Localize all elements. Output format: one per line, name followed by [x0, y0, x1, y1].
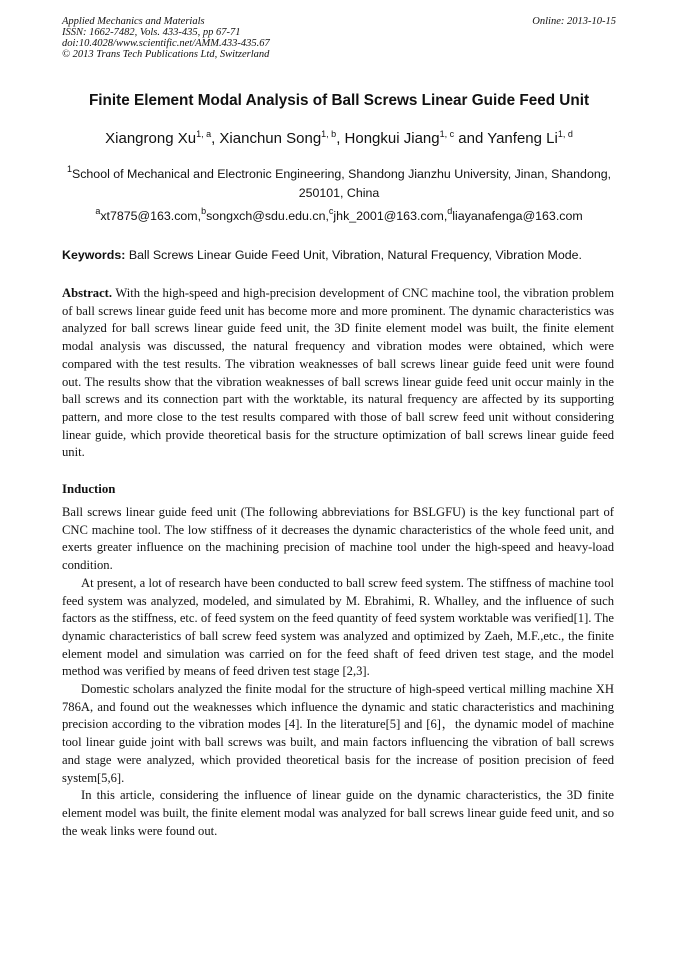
keywords-text: Ball Screws Linear Guide Feed Unit, Vibration, Natural Frequency, Vibration Mode.	[128, 248, 582, 262]
paragraph: In this article, considering the influence of linear guide on the dynamic characteristics, the 3D finite element model was built, the finite element modal was analyzed for ball screws linear guide feed unit, and so the weak links were found out.	[62, 788, 614, 838]
author-name: Hongkui Jiang	[344, 130, 440, 147]
doi-line: doi:10.4028/www.scientific.net/AMM.433-435.67	[62, 38, 270, 49]
author-sup: 1, d	[557, 129, 573, 139]
keywords	[62, 248, 622, 262]
issn-line: ISSN: 1662-7482, Vols. 433-435, pp 67-71	[62, 27, 241, 38]
author-sup: 1, b	[321, 129, 337, 139]
section-heading: Induction	[62, 482, 116, 496]
email-link[interactable]: xt7875@163.com	[100, 209, 198, 223]
body-text	[62, 504, 614, 840]
online-date: Online: 2013-10-15	[532, 16, 616, 27]
author-name: Xianchun Song	[219, 130, 322, 147]
affiliation: $^1$School of Mechanical and Electronic Engineering, Shandong Jianzhu University, Jinan, Shandong, 250101, China	[66, 164, 612, 200]
author-sup: 1, a	[196, 129, 212, 139]
journal-header	[62, 16, 616, 60]
author-name: Yanfeng Li	[487, 130, 558, 147]
email-list: $^a$xt7875@163.com,$^b$songxch@sdu.edu.cn,$^c$jhk_2001@163.com,$^d$liayanafenga@163.com	[95, 206, 583, 223]
abstract-text: With the high-speed and high-precision development of CNC machine tool, the vibration problem of ball screws linear guide feed unit has become more and more prominent. The dynamic characteristics was analyzed for ball screws linear guide feed unit, the 3D finite element model was built, the finite element modal analysis was discussed, the natural frequency and vibration modes were obtained, which were compared with the test results. The vibration weaknesses of ball screws linear guide feed unit were found out. The results show that the vibration weaknesses of ball screws linear guide feed unit occur mainly in the ball screws and its connection part with the worktable, its natural frequency are affected by its supporting pattern, and more close to the test results compared with those of ball screw feed unit without considering linear guide, which provide theoretical basis for the structure optimization of ball screws linear guide feed unit.	[62, 286, 615, 460]
paragraph: At present, a lot of research have been conducted to ball screw feed system. The stiffness of machine tool feed system was analyzed, modeled, and simulated by M. Ebrahimi, R. Whalley, and the influence of such factors as the stiffness, etc. of feed system on the feed quantity of feed system worktable was verified[1]. The dynamic characteristics of ball screw feed system was analyzed and optimized by Zaeh, M.F.,etc., the finite element model and simulation was carried on for the feed shaft of feed driven test stage, and the model method was verified by means of feed driven test stage [2,3].	[62, 575, 614, 679]
abstract	[62, 285, 614, 462]
paragraph: Domestic scholars analyzed the finite modal for the structure of high-speed vertical milling machine XH 786A, and found out the weaknesses which influence the dynamic and static characteristics and machining precision according to the vibration modes [4]. In the literature[5] and [6]，the dynamic model of machine tool linear guide joint with ball screws was built, and main factors influencing the vibration of ball screws and stage were analyzed, which provided theoretical basis for the increase of position precision of feed system[5,6].	[62, 682, 614, 785]
author-list: Xiangrong Xu$^{1, a}$, Xianchun Song$^{1, b}$, Hongkui Jiang$^{1, c}$ and Yanfeng Li$^{1, d}$	[105, 129, 573, 147]
author-name: Xiangrong Xu	[105, 130, 197, 147]
email-link[interactable]: songxch@sdu.edu.cn	[206, 209, 326, 223]
paragraph: Ball screws linear guide feed unit (The following abbreviations for BSLGFU) is the key functional part of CNC machine tool. The low stiffness of it decreases the dynamic characteristics of the whole feed unit, and exerts greater influence on the machining precision of machine tool under the high-speed and heavy-load condition.	[62, 505, 614, 573]
author-sup: 1, c	[439, 129, 455, 139]
email-link[interactable]: liayanafenga@163.com	[452, 209, 583, 223]
journal-name: Applied Mechanics and Materials	[62, 16, 205, 27]
abstract-label: Abstract.	[62, 286, 113, 300]
paper-title: Finite Element Modal Analysis of Ball Screws Linear Guide Feed Unit	[88, 92, 590, 109]
copyright-line: © 2013 Trans Tech Publications Ltd, Switzerland	[62, 49, 270, 60]
keywords-label: Keywords:	[62, 248, 126, 262]
email-link[interactable]: jhk_2001@163.com	[333, 209, 444, 223]
